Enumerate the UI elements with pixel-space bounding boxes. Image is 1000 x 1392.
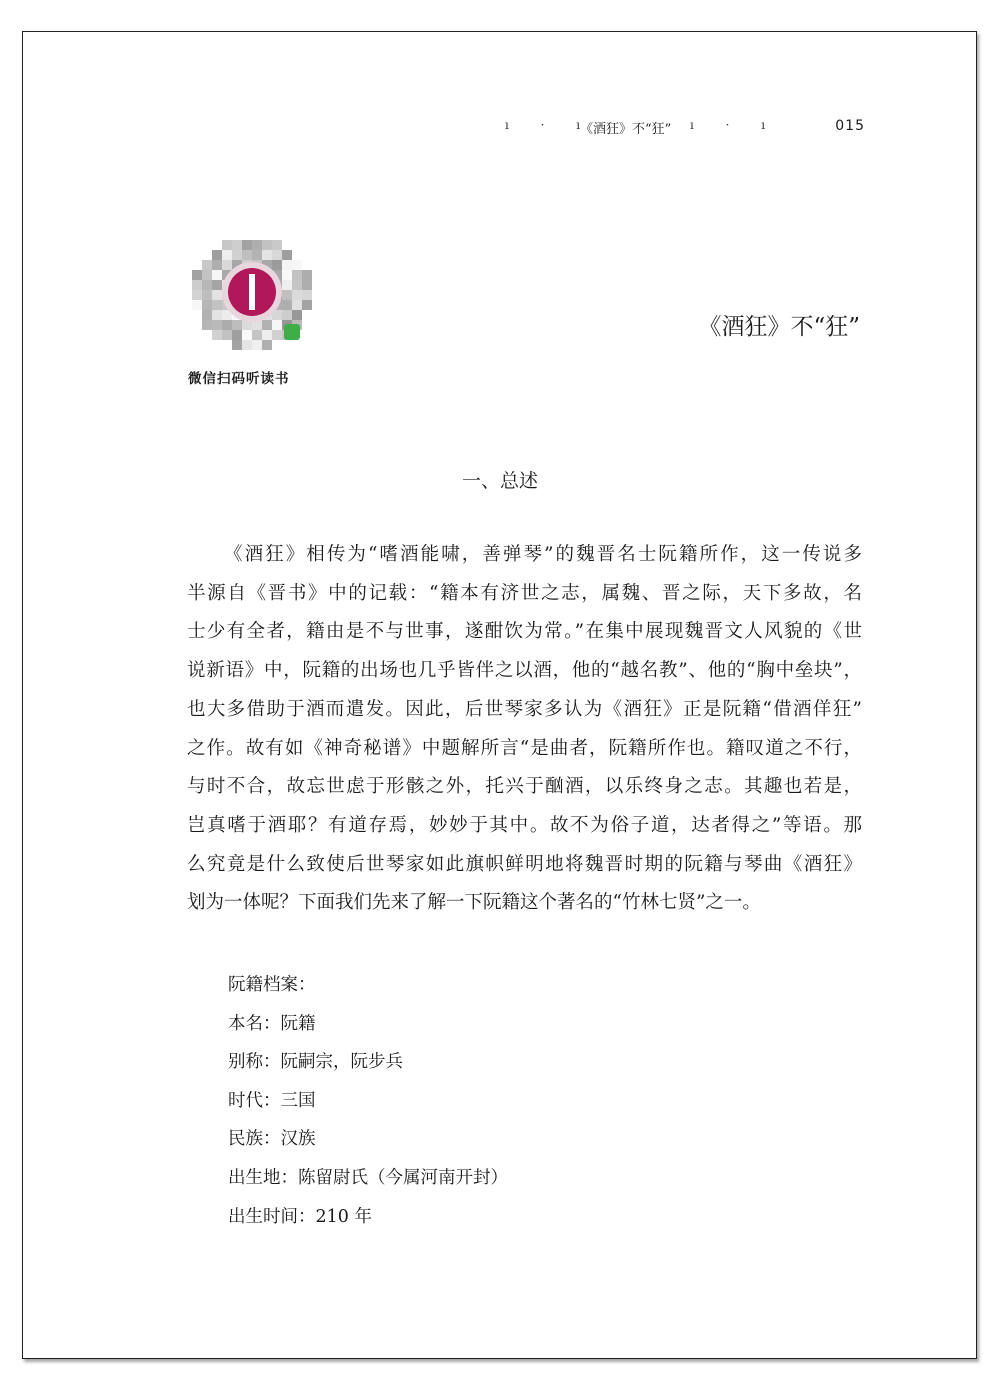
qr-pixel (292, 310, 302, 320)
qr-pixel (292, 290, 302, 300)
qr-pixel (252, 250, 262, 260)
qr-pixel (252, 240, 262, 250)
qr-pixel (302, 290, 312, 300)
profile-card (228, 966, 508, 1236)
body-line: 么究竟是什么致使后世琴家如此旗帜鲜明地将魏晋时期的阮籍与琴曲《酒狂》 (187, 853, 862, 875)
qr-pixel (262, 250, 272, 260)
qr-pixel (212, 310, 222, 320)
running-header-title: 《酒狂》不“狂” (580, 122, 672, 137)
body-line: 也大多借助于酒而遣发。因此，后世琴家多认为《酒狂》正是阮籍“借酒佯狂” (187, 698, 862, 720)
qr-pixel (242, 340, 252, 350)
profile-row-alias: 别称：阮嗣宗，阮步兵 (228, 1052, 403, 1073)
qr-pixel (212, 300, 222, 310)
qr-pixel (192, 270, 202, 280)
qr-pixel (292, 300, 302, 310)
qr-pixel (302, 300, 312, 310)
qr-pixel (252, 330, 262, 340)
body-line: 之作。故有如《神奇秘谱》中题解所言“是曲者，阮籍所作也。籍叹道之不行， (187, 737, 862, 759)
qr-pixel (282, 270, 292, 280)
qr-pixel (262, 340, 272, 350)
qr-pixel (262, 320, 272, 330)
body-line: 划为一体呢？下面我们先来了解一下阮籍这个著名的“竹林七贤”之一。 (187, 892, 761, 914)
qr-pixel (212, 280, 222, 290)
qr-pixel (232, 330, 242, 340)
qr-pixel (242, 330, 252, 340)
qr-pixel (192, 280, 202, 290)
qr-pixel (262, 240, 272, 250)
profile-row-era: 时代：三国 (228, 1090, 316, 1111)
qr-pixel (282, 280, 292, 290)
body-line: 说新语》中，阮籍的出场也几乎皆伴之以酒，他的“越名教”、他的“胸中垒块”， (187, 660, 862, 682)
qr-pixel (272, 240, 282, 250)
running-header (505, 118, 865, 140)
qr-pixel (282, 290, 292, 300)
qr-pixel (272, 330, 282, 340)
body-line: 半源自《晋书》中的记载：“籍本有济世之志，属魏、晋之际，天下多故，名 (187, 582, 862, 604)
qr-caption: 微信扫码听读书 (188, 371, 290, 387)
qr-pixel (272, 250, 282, 260)
qr-pixel (262, 330, 272, 340)
qr-pixel (192, 300, 202, 310)
body-paragraph (187, 536, 862, 923)
qr-pixel (292, 260, 302, 270)
qr-center-mark (249, 274, 255, 310)
page-number: 015 (835, 118, 865, 134)
qr-pixel (202, 280, 212, 290)
qr-pixel (212, 250, 222, 260)
qr-pixel (202, 290, 212, 300)
body-line: 岂真嗜于酒耶？有道存焉，妙妙于其中。故不为俗子道，达者得之”等语。那 (187, 814, 862, 836)
qr-pixel (202, 300, 212, 310)
qr-pixel (302, 280, 312, 290)
qr-pixel (222, 320, 232, 330)
qr-pixel (252, 340, 262, 350)
qr-pixel (282, 300, 292, 310)
qr-pixel (282, 260, 292, 270)
qr-pixel (292, 280, 302, 290)
profile-row-name: 本名：阮籍 (228, 1013, 316, 1034)
wechat-badge-icon (284, 324, 300, 340)
qr-pixel (222, 330, 232, 340)
qr-pixel (202, 260, 212, 270)
qr-pixel (282, 250, 292, 260)
qr-pixel (292, 270, 302, 280)
qr-pixel (232, 240, 242, 250)
header-ornament-right: ı · ı (690, 118, 780, 132)
chapter-title: 《酒狂》不“狂” (698, 314, 860, 340)
qr-pixel (212, 270, 222, 280)
qr-pixel (242, 240, 252, 250)
profile-heading: 阮籍档案： (228, 975, 316, 995)
body-line: 《酒狂》相传为“嗜酒能啸，善弹琴”的魏晋名士阮籍所作，这一传说多 (224, 544, 862, 565)
qr-pixel (212, 320, 222, 330)
qr-pixel (272, 260, 282, 270)
qr-pixel (272, 320, 282, 330)
qr-pixel (202, 310, 212, 320)
qr-pixel (302, 270, 312, 280)
qr-pixel (212, 290, 222, 300)
qr-pixel (232, 250, 242, 260)
qr-pixel (192, 290, 202, 300)
qr-pixel (202, 320, 212, 330)
qr-pixel (232, 340, 242, 350)
qr-pixel (212, 330, 222, 340)
qr-pixel (202, 270, 212, 280)
qr-pixel (282, 310, 292, 320)
qr-pixel (222, 240, 232, 250)
qr-code-block (188, 240, 318, 390)
profile-row-birth-year: 出生时间：210 年 (228, 1206, 372, 1227)
qr-code-icon (192, 240, 312, 350)
header-ornament-left: ı · ı (505, 118, 595, 132)
body-line: 与时不合，故忘世虑于形骸之外，托兴于酗酒，以乐终身之志。其趣也若是， (187, 776, 862, 798)
qr-pixel (242, 250, 252, 260)
qr-pixel (222, 260, 232, 270)
body-line: 士少有全者，籍由是不与世事，遂酣饮为常。”在集中展现魏晋文人风貌的《世 (187, 621, 862, 643)
section-heading: 一、总述 (461, 470, 538, 492)
qr-pixel (232, 320, 242, 330)
profile-row-ethnicity: 民族：汉族 (228, 1129, 316, 1150)
qr-pixel (222, 250, 232, 260)
qr-pixel (212, 260, 222, 270)
profile-row-birthplace: 出生地：陈留尉氏（今属河南开封） (228, 1167, 508, 1188)
